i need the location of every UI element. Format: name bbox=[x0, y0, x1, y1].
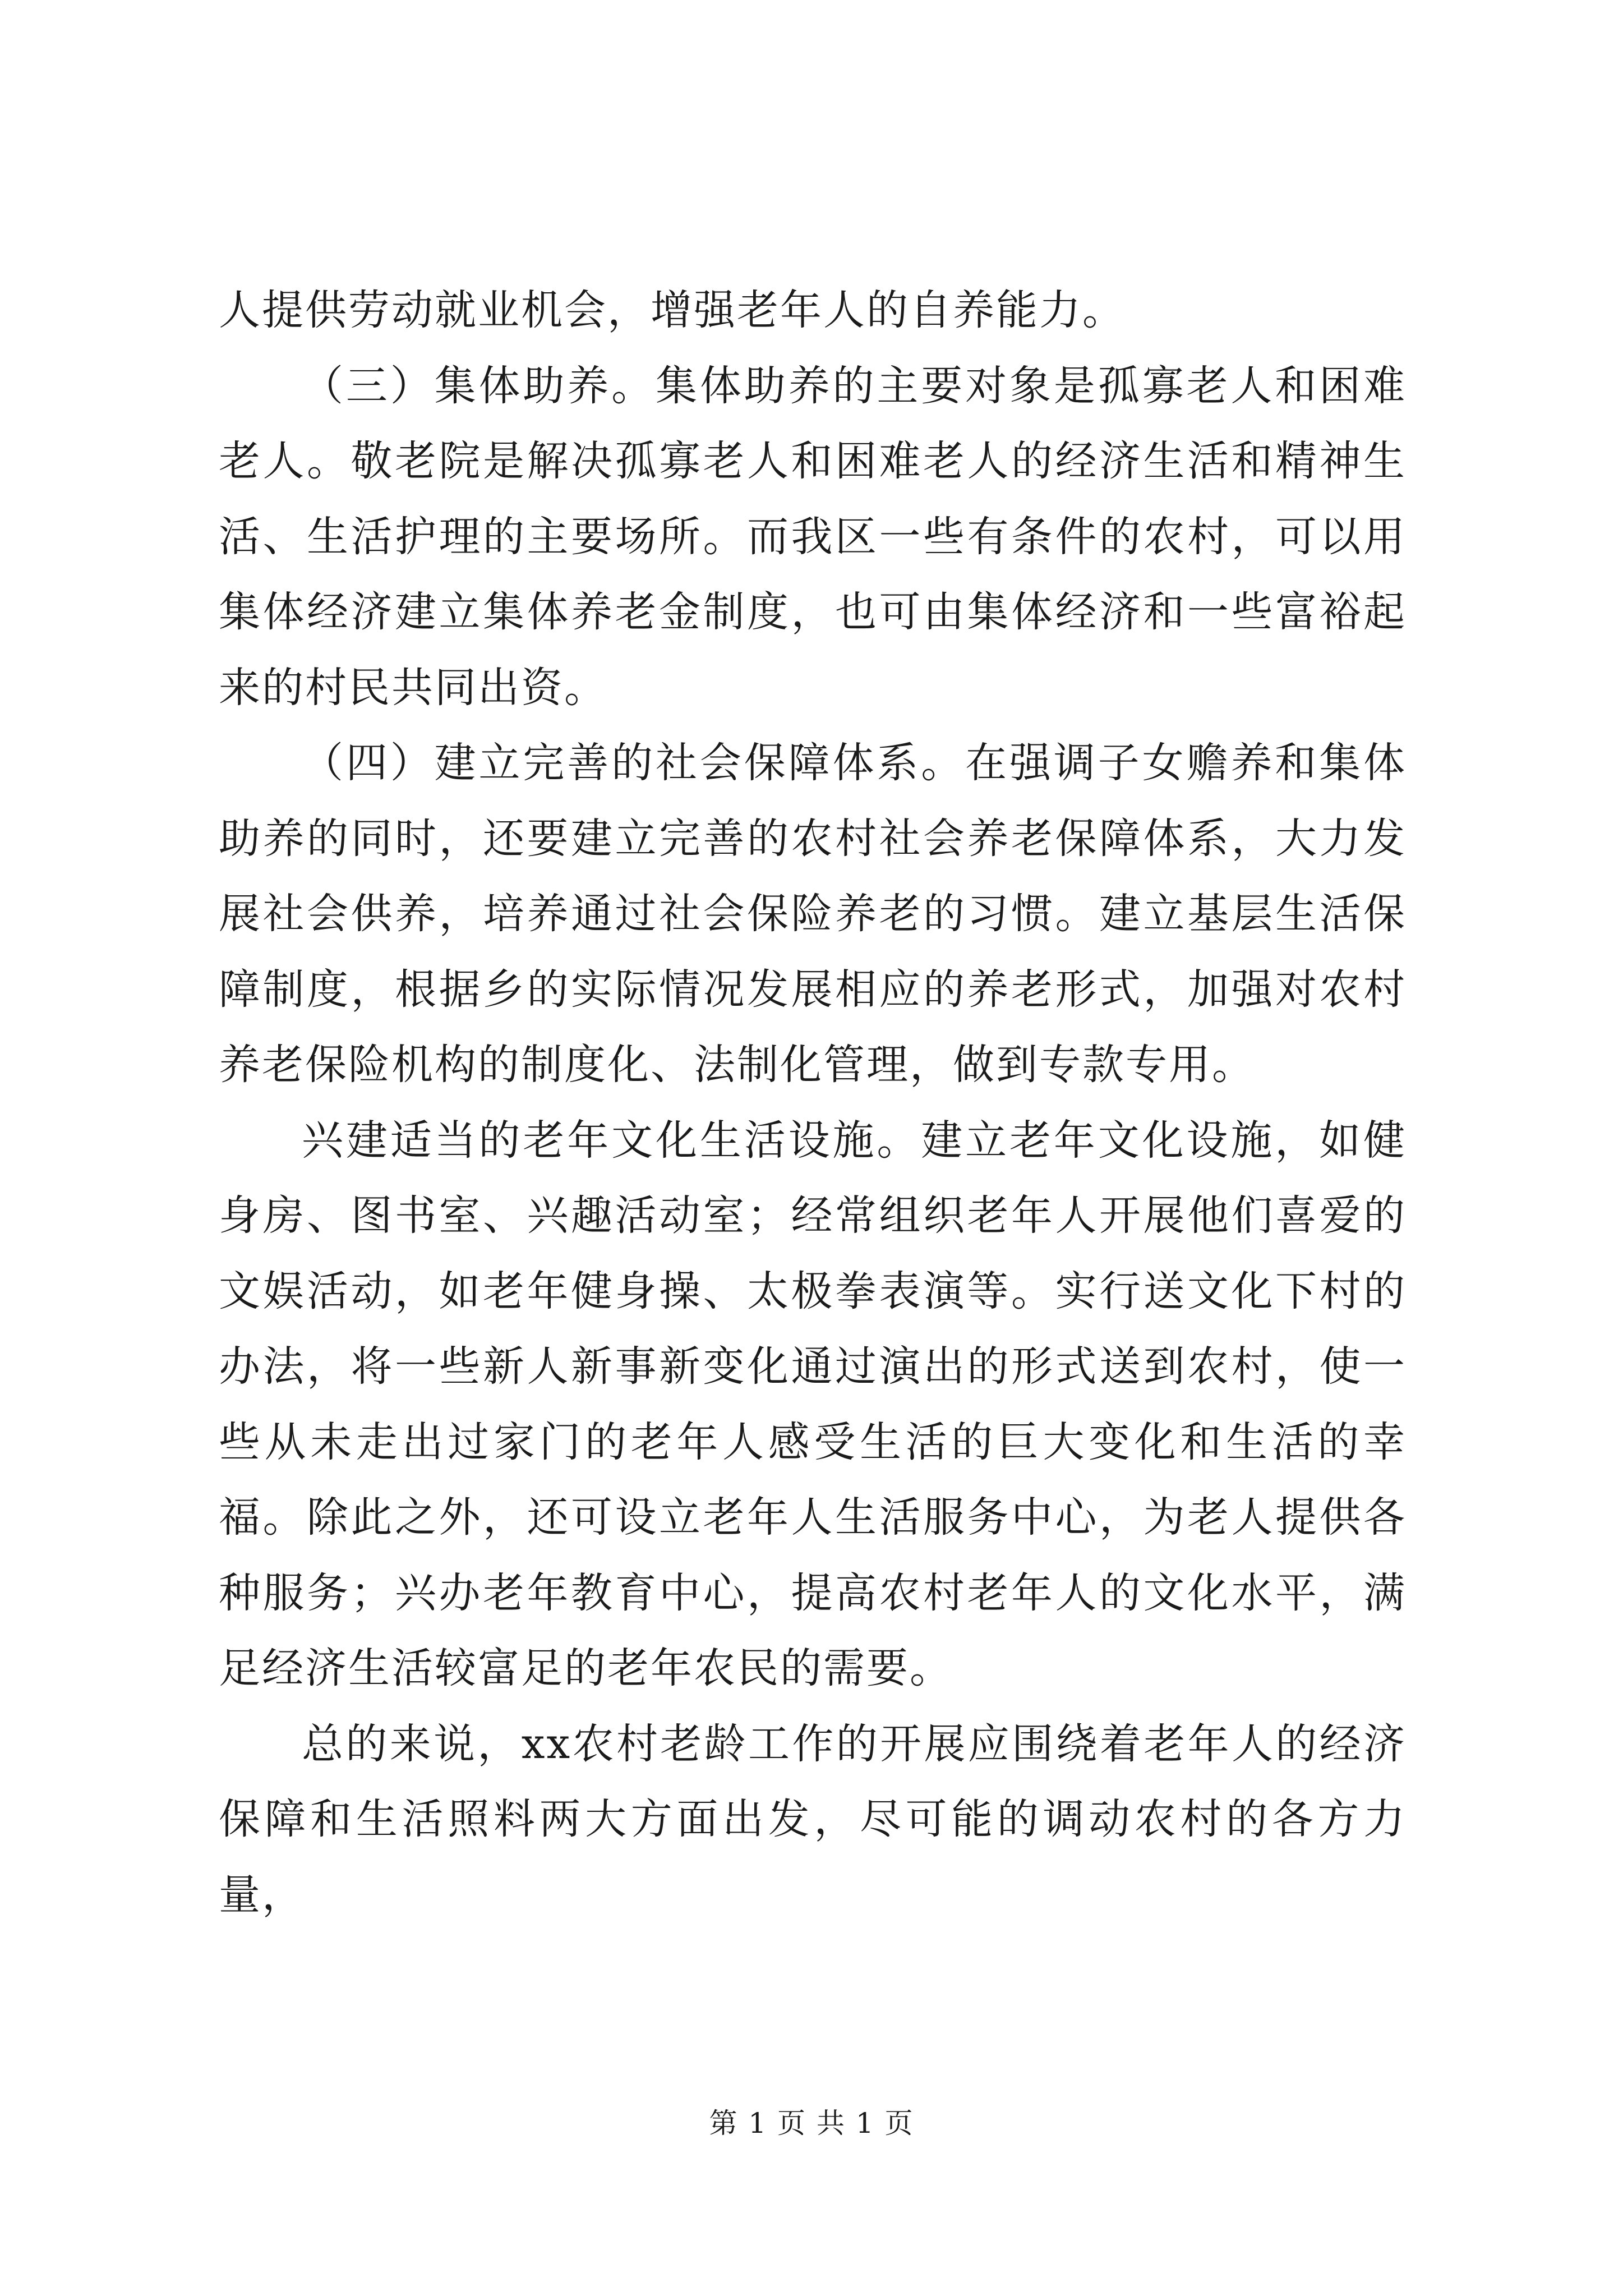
paragraph-cultural-facilities: 兴建适当的老年文化生活设施。建立老年文化设施，如健身房、图书室、兴趣活动室；经常组织老年人开展他们喜爱的文娱活动，如老年健身操、太极拳表演等。实行送文化下村的办法，将一些新人新事新变化通过演出的形式送到农村，使一些从未走出过家门的老年人感受生活的巨大变化和生活的幸福。除此之外，还可设立老年人生活服务中心，为老人提供各种服务；兴办老年教育中心，提高农村老年人的文化水平，满足经济生活较富足的老年农民的需要。 bbox=[219, 1116, 1407, 1692]
paragraph-social-security: （四）建立完善的社会保障体系。在强调子女赡养和集体助养的同时，还要建立完善的农村社会养老保障体系，大力发展社会供养，培养通过社会保险养老的习惯。建立基层生活保障制度，根据乡的实际情况发展相应的养老形式，加强对农村养老保险机构的制度化、法制化管理，做到专款专用。 bbox=[219, 739, 1407, 1089]
paragraph-continuation: 人提供劳动就业机会，增强老年人的自养能力。 bbox=[219, 286, 1126, 334]
paragraph-collective-support: （三）集体助养。集体助养的主要对象是孤寡老人和困难老人。敬老院是解决孤寡老人和困难老人的经济生活和精神生活、生活护理的主要场所。而我区一些有条件的农村，可以用集体经济建立集体养老金制度，也可由集体经济和一些富裕起来的村民共同出资。 bbox=[219, 361, 1407, 712]
document-body bbox=[219, 273, 1407, 1932]
paragraph-summary: 总的来说，xx农村老龄工作的开展应围绕着老年人的经济保障和生活照料两大方面出发，尽可能的调动农村的各方力量， bbox=[219, 1719, 1407, 1919]
page-footer: 第 1 页 共 1 页 bbox=[709, 2107, 914, 2139]
